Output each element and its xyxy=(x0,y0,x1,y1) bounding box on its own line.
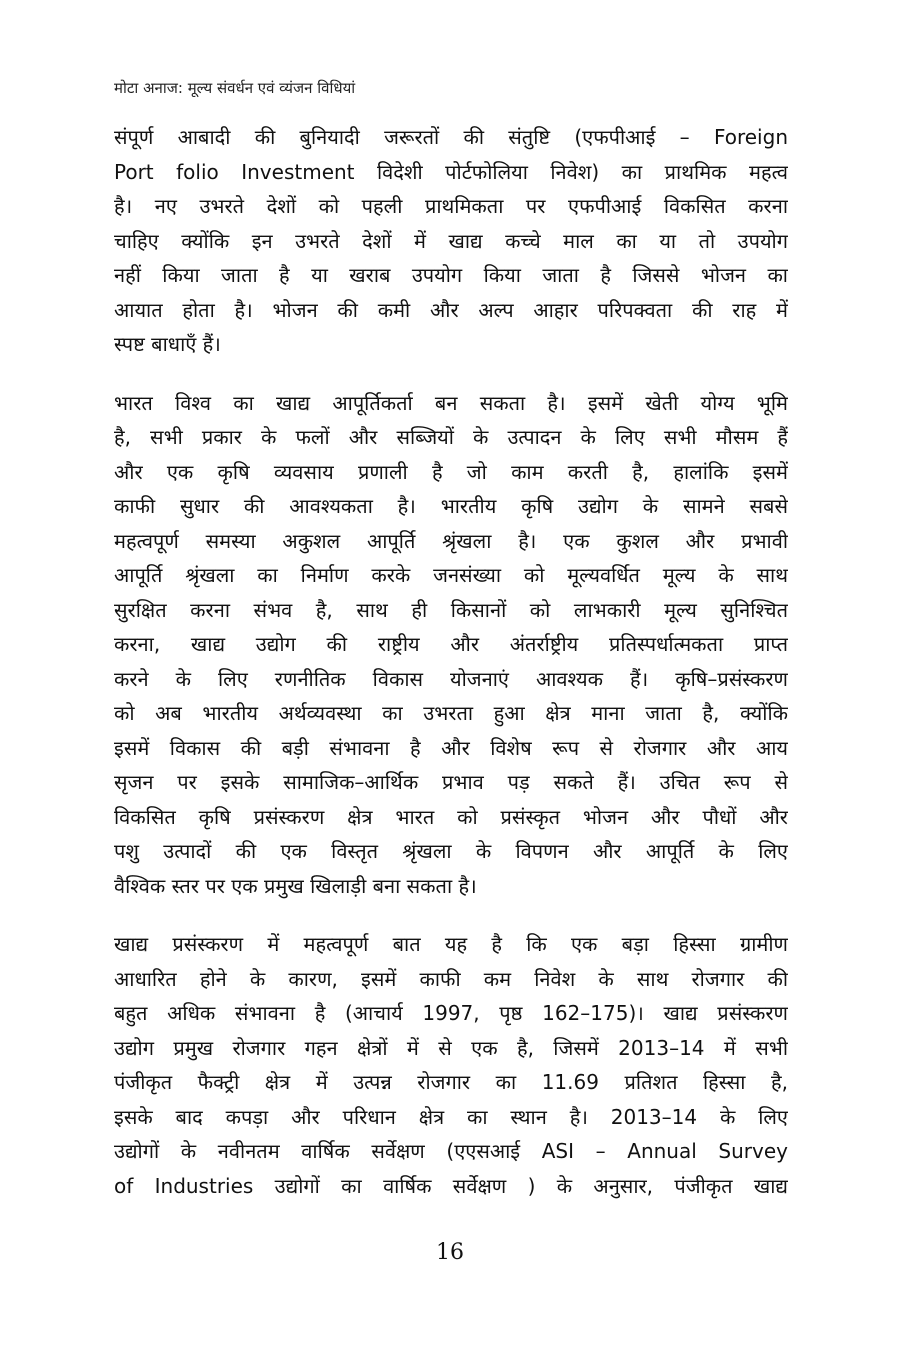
page-number: 16 xyxy=(436,1240,464,1265)
text-line: खाद्य प्रसंस्करण में महत्वपूर्ण बात यह है कि एक बड़ा हिस्सा ग्रामीण xyxy=(114,932,788,956)
text-line: भारत विश्व का खाद्य आपूर्तिकर्ता बन सकता है। इसमें खेती योग्य भूमि xyxy=(114,390,788,415)
text-line: को अब भारतीय अर्थव्यवस्था का उभरता हुआ क्षेत्र माना जाता है, क्योंकि xyxy=(114,701,788,725)
text-line: करना, खाद्य उद्योग की राष्ट्रीय और अंतर्राष्ट्रीय प्रतिस्पर्धात्मकता प्राप्त xyxy=(114,632,788,656)
text-line: करने के लिए रणनीतिक विकास योजनाएं आवश्यक हैं। कृषि–प्रसंस्करण xyxy=(114,666,788,691)
running-header: मोटा अनाज: मूल्य संवर्धन एवं व्यंजन विधियां xyxy=(114,79,356,97)
text-line: चाहिए क्योंकि इन उभरते देशों में खाद्य कच्चे माल का या तो उपयोग xyxy=(114,228,788,253)
text-line: संपूर्ण आबादी की बुनियादी जरूरतों की संतुष्टि (एफपीआई – Foreign xyxy=(114,125,788,149)
text-line: बहुत अधिक संभावना है (आचार्य 1997, पृष्ठ 162–175)। खाद्य प्रसंस्करण xyxy=(114,1001,788,1025)
text-line: आपूर्ति श्रृंखला का निर्माण करके जनसंख्या को मूल्यवर्धित मूल्य के साथ xyxy=(114,563,788,587)
text-line: और एक कृषि व्यवसाय प्रणाली है जो काम करती है, हालांकि इसमें xyxy=(114,459,788,484)
text-line: पंजीकृत फैक्ट्री क्षेत्र में उत्पन्न रोजगार का 11.69 प्रतिशत हिस्सा है, xyxy=(114,1070,788,1094)
text-line: आधारित होने के कारण, इसमें काफी कम निवेश के साथ रोजगार की xyxy=(114,966,788,991)
text-line: है, सभी प्रकार के फलों और सब्जियों के उत्पादन के लिए सभी मौसम हैं xyxy=(114,425,788,449)
text-line: महत्वपूर्ण समस्या अकुशल आपूर्ति श्रृंखला है। एक कुशल और प्रभावी xyxy=(114,528,788,553)
text-line: सुरक्षित करना संभव है, साथ ही किसानों को लाभकारी मूल्य सुनिश्चित xyxy=(114,597,788,622)
text-line: Port folio Investment विदेशी पोर्टफोलिया निवेश) का प्राथमिक महत्व xyxy=(114,159,788,184)
text-line: of Industries उद्योगों का वार्षिक सर्वेक्षण ) के अनुसार, पंजीकृत खाद्य xyxy=(114,1173,788,1198)
text-line: है। नए उभरते देशों को पहली प्राथमिकता पर एफपीआई विकसित करना xyxy=(114,194,788,218)
text-line: स्पष्ट बाधाएँ हैं। xyxy=(114,332,221,356)
text-line: वैश्विक स्तर पर एक प्रमुख खिलाड़ी बना सकता है। xyxy=(114,873,477,898)
text-line: काफी सुधार की आवश्यकता है। भारतीय कृषि उद्योग के सामने सबसे xyxy=(114,494,788,518)
text-line: विकसित कृषि प्रसंस्करण क्षेत्र भारत को प्रसंस्कृत भोजन और पौधों और xyxy=(114,804,788,829)
text-line: पशु उत्पादों की एक विस्तृत श्रृंखला के विपणन और आपूर्ति के लिए xyxy=(114,839,788,863)
paragraph xyxy=(114,386,788,904)
text-line: इसमें विकास की बड़ी संभावना है और विशेष रूप से रोजगार और आय xyxy=(114,735,788,760)
text-line: इसके बाद कपड़ा और परिधान क्षेत्र का स्थान है। 2013–14 के लिए xyxy=(114,1104,788,1129)
text-line: आयात होता है। भोजन की कमी और अल्प आहार परिपक्वता की राह में xyxy=(114,297,788,322)
paragraph xyxy=(114,120,788,362)
text-line: नहीं किया जाता है या खराब उपयोग किया जाता है जिससे भोजन का xyxy=(114,263,788,287)
text-line: उद्योगों के नवीनतम वार्षिक सर्वेक्षण (एएसआई ASI – Annual Survey xyxy=(114,1139,788,1163)
text-line: उद्योग प्रमुख रोजगार गहन क्षेत्रों में से एक है, जिसमें 2013–14 में सभी xyxy=(114,1035,788,1060)
paragraph xyxy=(114,927,788,1203)
text-line: सृजन पर इसके सामाजिक–आर्थिक प्रभाव पड़ सकते हैं। उचित रूप से xyxy=(114,770,788,794)
body-text xyxy=(114,120,788,1227)
